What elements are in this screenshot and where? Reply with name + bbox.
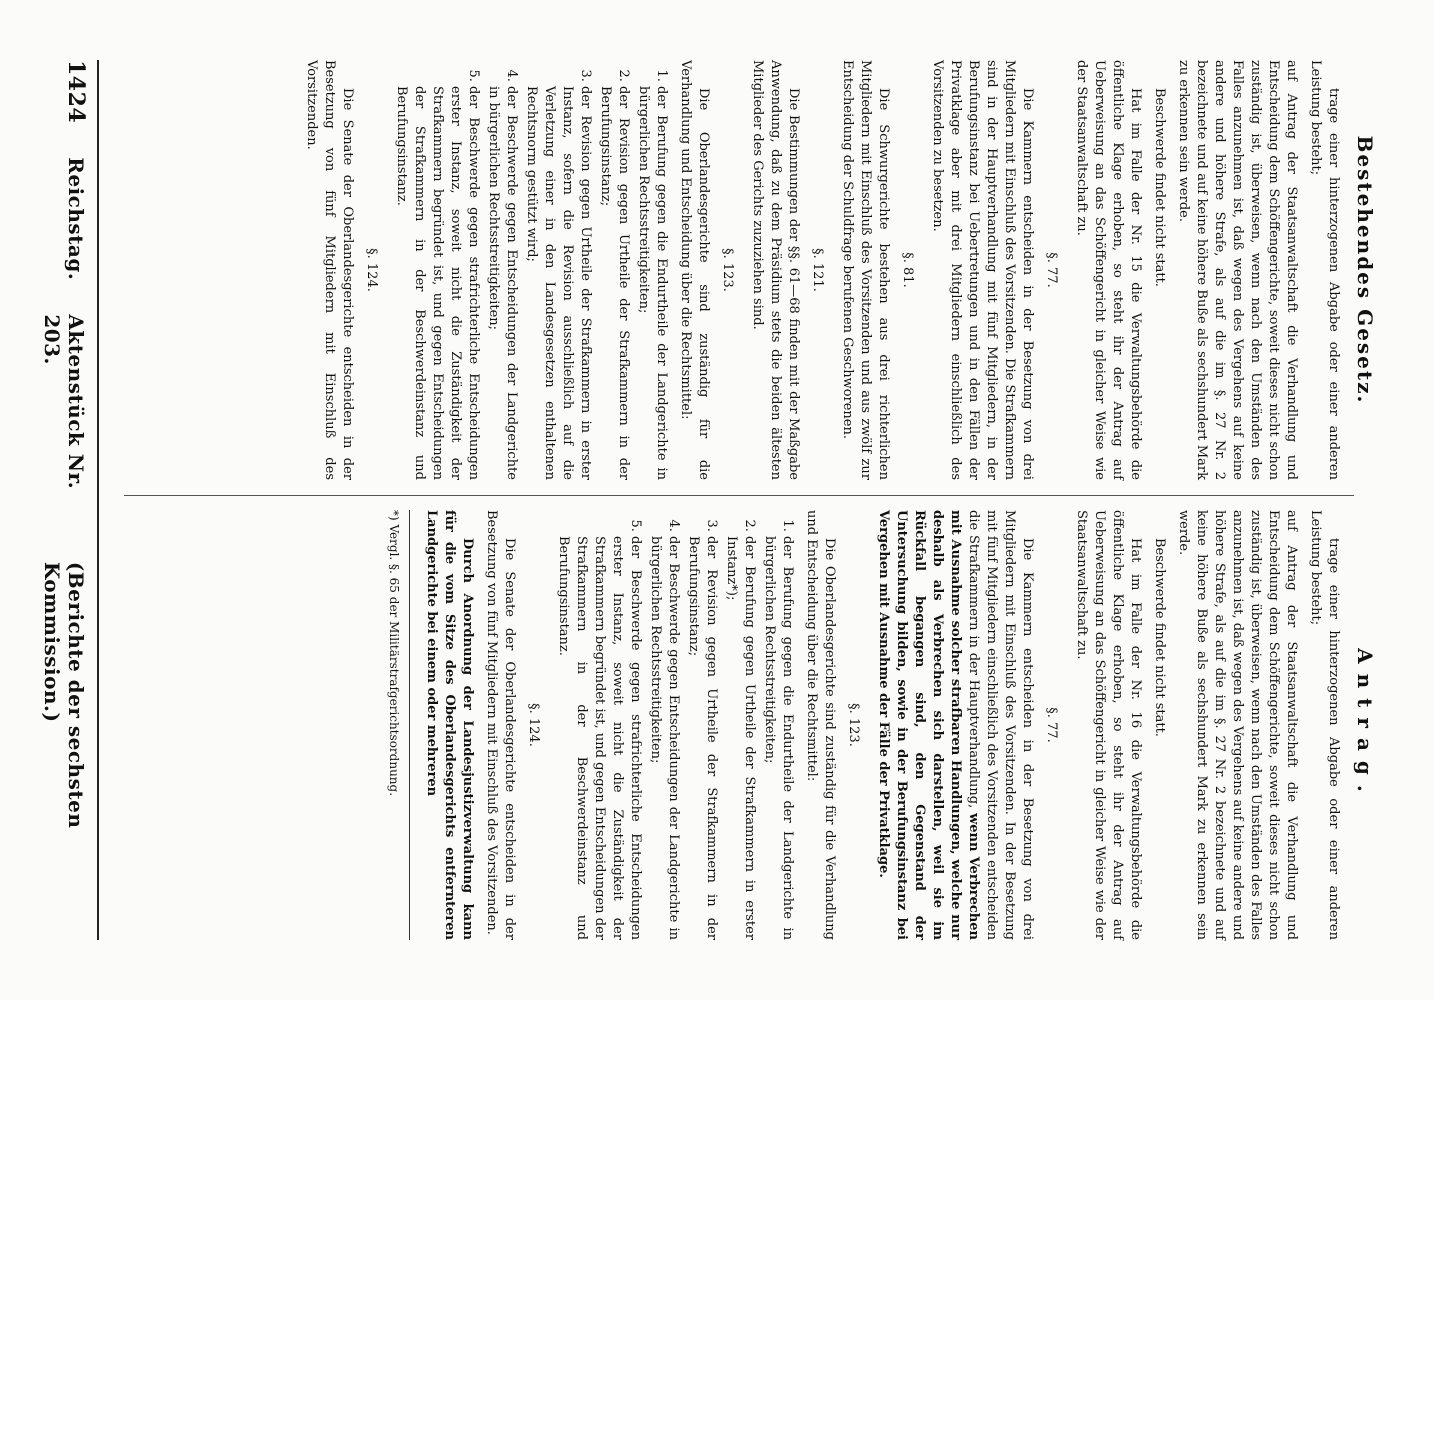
column-title: Bestehendes Gesetz. [1353, 135, 1377, 405]
paragraph: Die Oberlandesgerichte sind zuständig für die Verhandlung und Entscheidung über die Rechtsmittel: [678, 60, 711, 480]
header-document: Aktenstück Nr. 203. [40, 314, 88, 490]
numbered-list [554, 510, 796, 940]
paragraph: Beschwerde findet nicht statt. [1152, 88, 1167, 287]
list-item: 2. der Berufung gegen Urtheile der Strafkammern in erster Instanz*); [722, 536, 758, 940]
paragraph-bold: Durch Anordnung der Landesjustizverwaltung kann für die vom Sitze des Oberlandesgerichts entfernteren Landgerichte bei einem oder mehreren [424, 510, 475, 940]
list-item: 5. der Beschwerde gegen strafrichterliche Entscheidungen erster Instanz, soweit nicht die Zuständigkeit der Strafkammern begründet ist, und gegen Entscheidungen der Strafkammern in der Beschwerdeinstanz und Berufungsinstanz. [554, 536, 644, 940]
list-item: 5. der Beschwerde gegen strafrichterliche Entscheidungen erster Instanz, soweit nicht die Zuständigkeit der Strafkammern begründet ist, und gegen Entscheidungen der Strafkammern in der Beschwerdeinstanz und Berufungsinstanz. [392, 86, 482, 480]
list-item: 4. der Beschwerde gegen Entscheidungen der Landgerichte in bürgerlichen Rechtsstreitigkeiten; [484, 86, 520, 480]
page-header [40, 60, 89, 960]
list-item: 3. der Revision gegen Urtheile der Strafkammern in erster Instanz, sofern die Revision ausschließlich auf die Verletzung einer in den Landesgesetzen enthaltenen Rechtsnorm gestützt wird; [522, 86, 594, 480]
paragraph: Die Kammern entscheiden in der Besetzung von drei Mitgliedern mit Einschluß des Vorsitzenden. Die Strafkammern sind in der Hauptverhandlung mit fünf Mitgliedern, in der Berufungsinstanz bei Uebertretungen und in den Fällen der Privatklage aber mit drei Mitgliedern einschließlich des Vorsitzenden zu besetzen. [930, 60, 1035, 480]
paragraph-text: Die Kammern entscheiden in der Besetzung von drei Mitgliedern mit Einschluß des Vorsitzenden. In der Besetzung mit fünf Mitgliedern einschließlich des Vorsitzenden entscheiden die Strafkammern in der Hauptverhandlung, [966, 510, 1035, 940]
footnote: *) Vergl. §. 65 der Militärstrafgerichtsordnung. [385, 510, 410, 940]
numbered-list [392, 60, 670, 480]
list-item: 3. der Revision gegen Urtheile der Strafkammern in der Berufungsinstanz; [684, 536, 720, 940]
paragraph: Hat im Falle der Nr. 16 die Verwaltungsbehörde die öffentliche Klage erhoben, so steht ihr der Antrag auf Ueberweisung an das Schöffengericht in gleicher Weise wie der Staatsanwaltschaft zu. [1074, 510, 1143, 940]
section-heading: §. 77. [1044, 707, 1059, 743]
paragraph: Die Bestimmungen der §§. 61—68 finden mit der Maßgabe Anwendung, daß zu dem Präsidium stets die beiden ältesten Mitglieder des Gerichts zuzuziehen sind. [750, 60, 801, 480]
paragraph: Die Senate der Oberlandesgerichte entscheiden in der Besetzung von fünf Mitgliedern mit Einschluß des Vorsitzenden. [304, 60, 355, 480]
paragraph: Die Senate der Oberlandesgerichte entscheiden in der Besetzung von fünf Mitgliedern mit Einschluß des Vorsitzenden. [484, 510, 517, 940]
list-item: 2. der Revision gegen Urtheile der Strafkammern in der Berufungsinstanz; [596, 86, 632, 480]
paragraph: auf Antrag der Staatsanwaltschaft die Verhandlung und Entscheidung dem Schöffengerichte, soweit dieses nicht schon zuständig ist, überweisen, wenn nach den Umständen des Falles anzunehmen ist, daß wegen des Vergehens auf keine andere und höhere Strafe, als auf die im §. 27 Nr. 2 bezeichnete und auf keine höhere Buße als sechshundert Mark zu erkennen sein werde. [1176, 510, 1299, 940]
section-heading: §. 77. [1044, 252, 1059, 288]
header-section: (Berichte der sechsten Kommission.) [40, 561, 88, 829]
column-existing-law [114, 60, 1377, 480]
paragraph [874, 510, 1036, 940]
page-number: 1424 [63, 60, 89, 124]
paragraph-bold-text: wenn Verbrechen mit Ausnahme solcher strafbaren Handlungen, welche nur deshalb als Verbrechen sich darstellen, weil sie im Rückfall begangen sind, den Gegenstand der Untersuchung bilden, sowie in der Berufungsinstanz bei Vergehen mit Ausnahme der Fälle der Privatklage. [876, 510, 981, 940]
paragraph: Die Oberlandesgerichte sind zuständig für die Verhandlung und Entscheidung über die Rechtsmittel: [804, 510, 837, 940]
list-item: 4. der Beschwerde gegen Entscheidungen der Landgerichte in bürgerlichen Rechtsstreitigkeiten; [646, 536, 682, 940]
list-item: 1. der Berufung gegen die Endurtheile der Landgerichte in bürgerlichen Rechtsstreitigkeiten; [760, 536, 796, 940]
section-heading: §. 123. [846, 703, 861, 747]
list-item: 1. der Berufung gegen die Endurtheile der Landgerichte in bürgerlichen Rechtsstreitigkeiten; [634, 86, 670, 480]
column-title: Antrag. [1353, 648, 1377, 802]
paragraph: Die Schwurgerichte bestehen aus drei richterlichen Mitgliedern mit Einschluß des Vorsitzenden und aus zwölf zur Entscheidung der Schuldfrage berufenen Geschworenen. [840, 60, 891, 480]
paragraph: Hat im Falle der Nr. 15 die Verwaltungsbehörde die öffentliche Klage erhoben, so steht ihr der Antrag auf Ueberweisung an das Schöffengericht in gleicher Weise wie der Staatsanwaltschaft zu. [1074, 60, 1143, 480]
section-heading: §. 123. [720, 248, 735, 292]
paragraph: Beschwerde findet nicht statt. [1152, 538, 1167, 737]
section-heading: §. 124. [364, 248, 379, 292]
section-heading: §. 124. [526, 703, 541, 747]
header-source: Reichstag. [64, 157, 88, 281]
paragraph: trage einer hinterzogenen Abgabe oder einer anderen Leistung besteht; [1308, 60, 1341, 480]
column-proposal [114, 510, 1377, 940]
header-rule [97, 60, 99, 940]
paragraph: auf Antrag der Staatsanwaltschaft die Verhandlung und Entscheidung dem Schöffengerichte, soweit dieses nicht schon zuständig ist, überweisen, wenn nach den Umständen des Falles anzunehmen ist, daß wegen des Vergehens auf keine andere und höhere Strafe, als auf die im §. 27 Nr. 2 bezeichnete und auf keine höhere Buße als sechshundert Mark zu erkennen sein werde. [1176, 60, 1299, 480]
section-heading: §. 121. [810, 248, 825, 292]
column-divider [124, 495, 1354, 496]
paragraph: trage einer hinterzogenen Abgabe oder einer anderen Leistung besteht; [1308, 510, 1341, 940]
section-heading: §. 81. [900, 252, 915, 288]
